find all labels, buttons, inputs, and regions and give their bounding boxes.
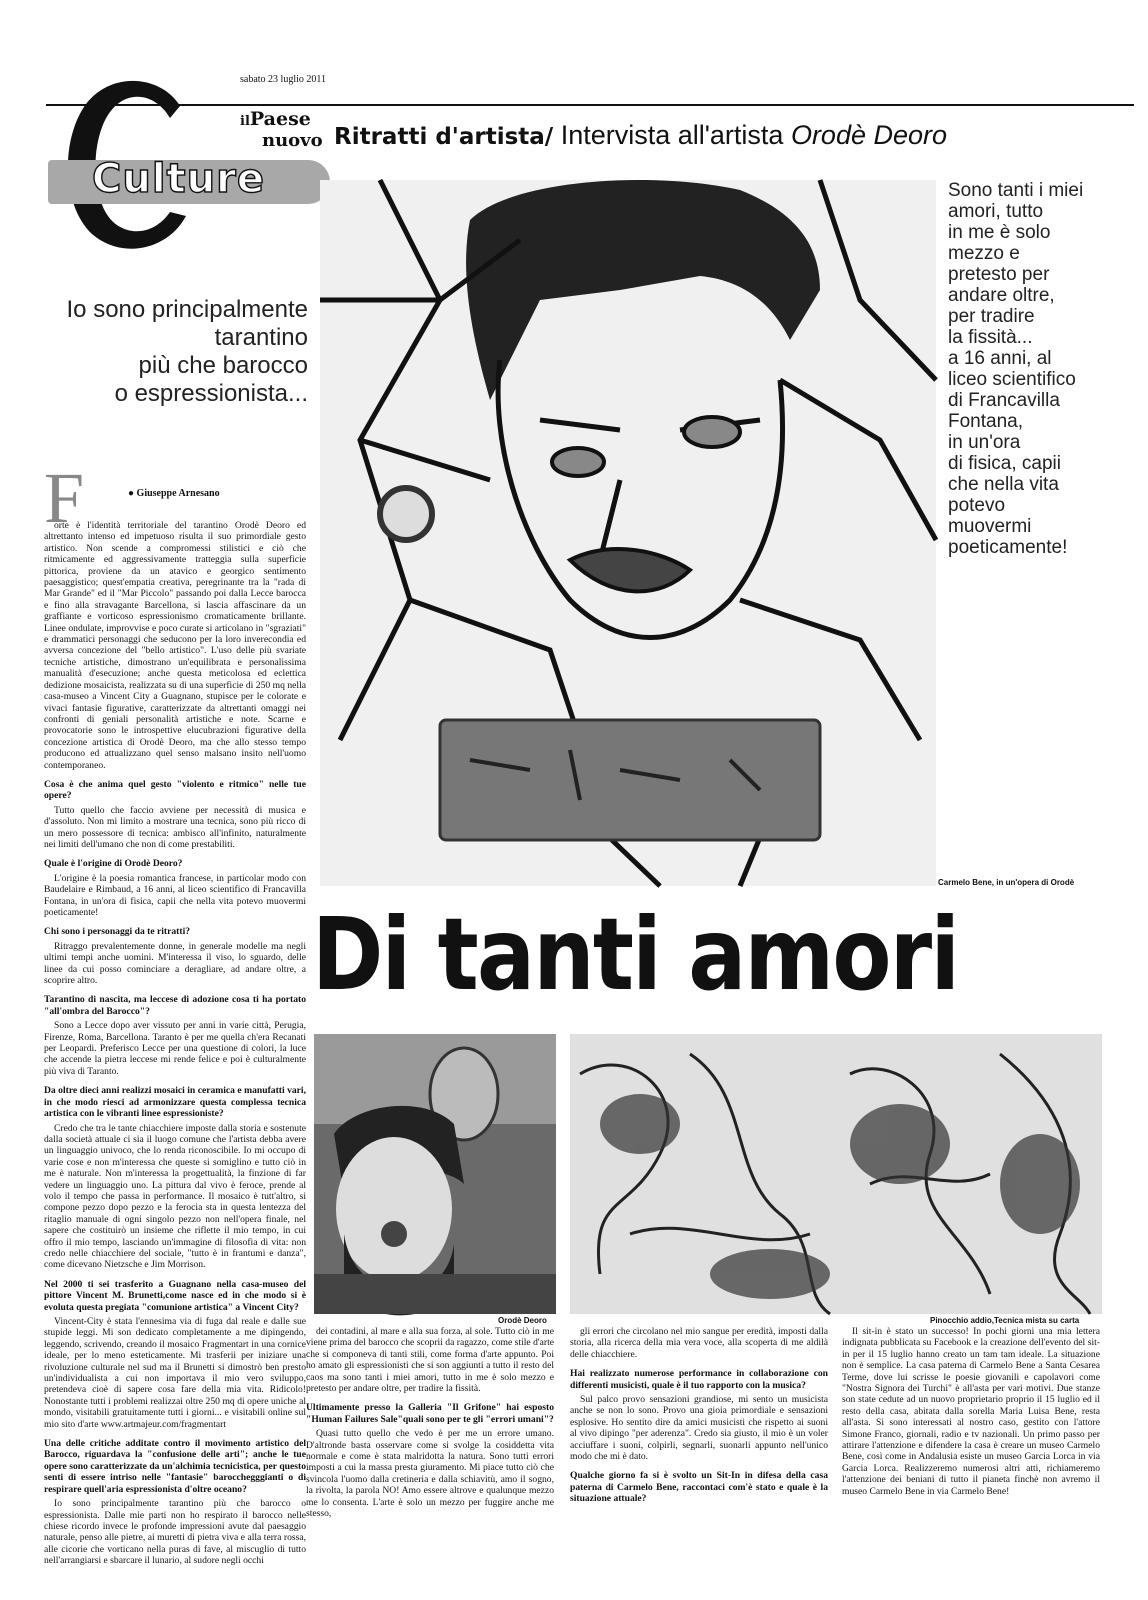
pull-right-line: di fisica, capii [948, 453, 1061, 474]
main-image-caption: Carmelo Bene, in un'opera di Orodè [938, 878, 1075, 887]
section-heading-artist: Orodè Deoro [790, 120, 948, 150]
article-paragraph: Il sit-in è stato un successo! In pochi giorni una mia lettera indignata pubblicata su Facebook e la creazione dell'evento del sit-in per il 15 luglio hanno creato un tam tam ideale. La situazione non è semplice. La casa paterna di Carmelo Bene a Santa Cesarea Terme, dove lui scrisse le poesie giovanili e capolavori come "Nostra Signora dei Turchi" è all'asta per vari motivi. Due stanze son state cedute ad un nuovo proprietario proprio il 15 luglio ed il resto della casa, abitata dalla sorella Maria Luisa Bene, resta all'asta. Si sono interessati al nostro caso, gestito con l'attore Simone Franco, giornali, radio e tv nazionali. Un primo passo per attirare l'attenzione e difendere la casa è creare un museo Carmelo Bene, così come in Andalusia esiste un museo Garcia Lorca in via Garcia Lorca. Realizzeremo numerosi altri atti, richiameremo l'attenzione dei beniani di tutto il pianeta finchè non avremo il museo Carmelo Bene in via Carmelo Bene! [842, 1326, 1100, 1497]
pull-left-line: tarantino [214, 324, 308, 351]
pull-right-line: liceo scientifico [948, 369, 1076, 390]
interview-question: Cosa è che anima quel gesto "violento e ritmico" nelle tue opere? [44, 778, 306, 802]
pull-left-line: Io sono principalmente [66, 296, 308, 323]
issue-date: sabato 23 luglio 2011 [240, 74, 327, 85]
article-paragraph: gli errori che circolano nel mio sangue per eredità, imposti dalla storia, alla ricerca della mia vera voce, alla scoperta di me aldilà delle chiacchiere. [570, 1326, 828, 1360]
interview-question: Hai realizzato numerose performance in collaborazione con differenti musicisti, quale è il tuo rapporto con la musica? [570, 1368, 828, 1391]
pull-right-line: per tradire [948, 306, 1035, 327]
pull-right-line: di Francavilla [948, 390, 1060, 411]
pull-right-line: Fontana, [948, 411, 1023, 432]
pull-right-line: potevo [948, 495, 1006, 516]
interview-question: Qualche giorno fa si è svolto un Sit-In in difesa della casa paterna di Carmelo Bene, raccontaci com'è stato e quale è la situazione attuale? [570, 1470, 828, 1505]
pull-left-line: più che barocco [138, 352, 308, 379]
header-rule [46, 104, 1134, 106]
pull-right-line: andare oltre, [948, 285, 1055, 306]
article-paragraph: orte è l'identità territoriale del tarantino Orodè Deoro ed altrettanto intenso ed impetuoso risulta il suo primordiale gesto artistico. Non scende a compromessi stilistici e ciò che ritmicamente ed aggressivamente tratteggia sulla superficie pittorica, proviene da un atavico e georgico sentimento paesaggistico; quest'empatia creativa, peregrinante tra la "rada di Mar Grande" ed il "Mar Piccolo" passando poi dalla Lecce barocca e fino alla stravagante Barcellona, si lascia affascinare da un graffiante e vorticoso espressionismo cromaticamente brillante. Linee ondulate, improvvise e poco curate si articolano in "sgraziati" e drammatici personaggi che seducono per la loro inverecondia ed avversa concezione del "bello artistico". L'uso delle più svariate tecniche artistiche, dimostrano un'equilibrata e personalissima manualità d'esecuzione; anche questa meticolosa ed eclettica dedizione mosaicista, realizzata su di una superficie di 250 mq nella casa-museo a Vincent City a Guagnano, stupisce per le colorate e vivaci fantasie figurative, caratterizzate da altrettanti omaggi nei confronti di geniali personalità artistiche e note. Scarne e provocatorie sono le introspettive elucubrazioni figurative della concezione artistica di Orodè Deoro, ma che allo stesso tempo producono ed attualizzano quel senso malsano insito nell'uomo contemporaneo. [44, 520, 306, 771]
article-paragraph: Ritraggo prevalentemente donne, in generale modelle ma negli ultimi tempi anche uomini. M'interessa il viso, lo sguardo, delle linee da cui posso cominciare a deragliare, ad andare oltre, a scoprire altro. [44, 940, 306, 987]
article-paragraph: Credo che tra le tante chiacchiere imposte dalla storia e sostenute dalla società attuale ci sia il luogo comune che l'artista debba avere un linguaggio univoco, che lo renda riconoscibile. Io mi occupo di varie cose e non m'interessa che queste si somiglino e tutto ciò in me è naturale. Non m'interessa la progettualità, la finzione di far vedere un linguaggio uno. La pittura dal vivo è feroce, prende al volo il tempo che passa in performance. Il mosaico è tutt'altro, si compone pezzo dopo pezzo e la ferocia sta in questa lentezza del ritaglio manuale di ogni singolo pezzo non nell'opera finale, nel sapere che costituirò un insieme che riflette il mio tempo, in cui offro il mio tempo, lasciando un'immagine di filosofia di vita: non credo nelle chiacchiere del sociale, "tutto è in frantumi e danza", come dicevano Nietzsche e Jim Morrison. [44, 1122, 306, 1271]
article-column-4 [842, 1326, 1100, 1560]
section-heading [334, 120, 947, 151]
article-paragraph: Sono a Lecce dopo aver vissuto per anni in varie città, Perugia, Firenze, Roma, Barcellona. Taranto è per me quella ch'era Recanati per Leopardi. Preferisco Lecce per una questione di colori, la luce che accende la pietra leccese mi rende felice e poi è culturalmente più viva di Taranto. [44, 1020, 306, 1077]
pull-right-line: che nella vita [948, 474, 1059, 495]
pull-right-line: in me è solo [948, 222, 1051, 243]
section-label: Culture [92, 156, 265, 202]
pull-right-line: in un'ora [948, 432, 1021, 453]
article-column-2 [306, 1326, 554, 1560]
pull-right-line: amori, tutto [948, 201, 1044, 222]
pull-quote-left [40, 296, 308, 408]
artist-clown-photo [314, 1034, 556, 1314]
photo-right-caption: Pinocchio addio,Tecnica mista su carta [930, 1316, 1080, 1325]
article-paragraph: dei contadini, al mare e alla sua forza, al sole. Tutto ciò in me viene prima del barocco che scoprii da ragazzo, come stile d'arte che si componeva di tanti stili, come forma d'arte appunto. Poi ho amato gli espressionisti che si son aggiunti a tutto il resto del caos ma sono tanti i miei amori, tutto in me è solo mezzo e pretesto per andare oltre, per tradire la fissità. [306, 1326, 554, 1395]
pull-right-line: poeticamente! [948, 537, 1068, 558]
article-column-3 [570, 1326, 828, 1560]
mosaic-portrait-image [320, 180, 936, 886]
interview-question: Una delle critiche additate contro il movimento artistico del Barocco, riguardava la "confusione delle arti"; anche le tue opere sono caratterizzate da un'alchimia tecnicistica, per questo senti di essere intriso nelle "fantasie" barocchegggianti o di respirare quell'aria espressionista d'oltre oceano? [44, 1438, 306, 1495]
article-column-1 [44, 520, 306, 1567]
masthead-il: il [240, 114, 250, 129]
interview-question: Quale è l'origine di Orodè Deoro? [44, 858, 183, 870]
photo-left-caption: Orodè Deoro [498, 1316, 547, 1325]
article-paragraph: Io sono principalmente tarantino più che barocco o espressionista. Dalle mie parti non ho respirato il barocco nelle chiese ricordo invece le profonde impressioni avute dal paesaggio naturale, penso alle pietre, ai muretti di pietra viva e alla terra rossa, alle cicorie che vorticano nella puras di fave, al miscuglio di tutto nell'arrangiarsi e sbarcare il lunario, al sudore negli occhi [44, 1498, 306, 1567]
interview-question: Chi sono i personaggi da te ritratti? [44, 926, 191, 938]
section-heading-bold: Ritratti d'artista/ [334, 124, 554, 150]
interview-question: Da oltre dieci anni realizzi mosaici in ceramica e manufatti vari, in che modo riesci ad armonizzare questa complessa tecnica artistica con le vibranti linee espressioniste? [44, 1085, 306, 1120]
byline: ● Giuseppe Arnesano [128, 488, 220, 499]
pinocchio-artwork-image [570, 1034, 1102, 1314]
article-paragraph: Sul palco provo sensazioni grandiose, mi sento un musicista anche se non lo sono. Provo una gioia primordiale e sensazioni esplosive. Ho sentito dire da amici musicisti che rispetto ai suoni al vivo dipingo "per aderenza". Credo sia giusto, il mio è un voler acciuffare i suoni, colpirli, segnarli, suonarli appunto nell'unico modo che mi è dato. [570, 1394, 828, 1463]
masthead-paese: Paese [249, 108, 311, 130]
pull-right-line: a 16 anni, al [948, 348, 1052, 369]
masthead-title [240, 110, 311, 131]
article-paragraph: L'origine è la poesia romantica francese, in particolar modo con Baudelaire e Rimbaud, a 16 anni, al liceo scientifico di Francavilla Fontana, in un'ora di fisica, capii che nella vita potevo muovermi poeticamente! [44, 872, 306, 918]
pull-right-line: mezzo e [948, 243, 1020, 264]
interview-question: Tarantino di nascita, ma leccese di adozione cosa ti ha portato "all'ombra del Barocco"? [44, 994, 306, 1017]
interview-question: Nel 2000 ti sei trasferito a Guagnano nella casa-museo del pittore Vincent M. Brunetti,come nasce ed in che modo si è evoluta questa pregiata "comunione artistica" a Vincent City? [44, 1278, 306, 1313]
pull-right-line: muovermi [948, 516, 1032, 537]
pull-left-line: o espressionista... [114, 380, 308, 407]
masthead-nuovo: nuovo [262, 130, 323, 151]
pull-right-line: pretesto per [948, 264, 1050, 285]
article-paragraph: Tutto quello che faccio avviene per necessità di musica e d'assoluto. Non mi limito a mostrare una tecnica, sono più ricco di un mero possessore di tecnica: ambisco all'infinito, naturalmente nei limiti dell'umano che non di come prestabiliti. [44, 804, 306, 850]
drop-cap: F [44, 458, 85, 538]
section-heading-normal: Intervista all'artista [553, 120, 791, 150]
pull-quote-right [948, 180, 1144, 558]
article-paragraph: Vincent-City è stata l'ennesima via di fuga dal reale e dalle sue stupide leggi. Mi son dedicato completamente a me dipingendo, leggendo, scrivendo, creando il mosaico Fragmentart in una cornice ideale, per lo meno esteticamente. Mi trasferii per iniziare una rivoluzione culturale nel sud ma il Brunetti si dimostrò ben presto un'individualista a cui non importava il mio vero sviluppo, pretendeva cioè di sapere cosa fare della mia vita. Ridicolo! Nonostante tutti i problemi realizzai oltre 250 mq di opere uniche al mondo, visitabili gratuitamente tutti i giorni... e visitabili online sul mio sito d'arte www.artmajeur.com/fragmentart [44, 1316, 306, 1430]
pull-right-line: la fissità... [948, 327, 1033, 348]
interview-question: Ultimamente presso la Galleria "Il Grifone" hai esposto "Human Failures Sale"quali sono per te gli "errori umani"? [306, 1402, 554, 1425]
headline: Di tanti amori [312, 896, 959, 1013]
pull-right-line: Sono tanti i miei [948, 180, 1084, 201]
article-paragraph: Quasi tutto quello che vedo è per me un errore umano. D'altronde basta osservare come si svolge la cosiddetta vita normale e come è stata malridotta la natura. Sono tutti errori imposti a cui la massa presta giuramento. Mi piace tutto ciò che svincola l'uomo dalla cretineria e dalla schiavitù, amo il sogno, la rivolta, la parola NO! Amo essere altrove e qualunque mezzo me lo consenta. L'arte è solo un mezzo per fuggire anche me stesso, [306, 1428, 554, 1520]
